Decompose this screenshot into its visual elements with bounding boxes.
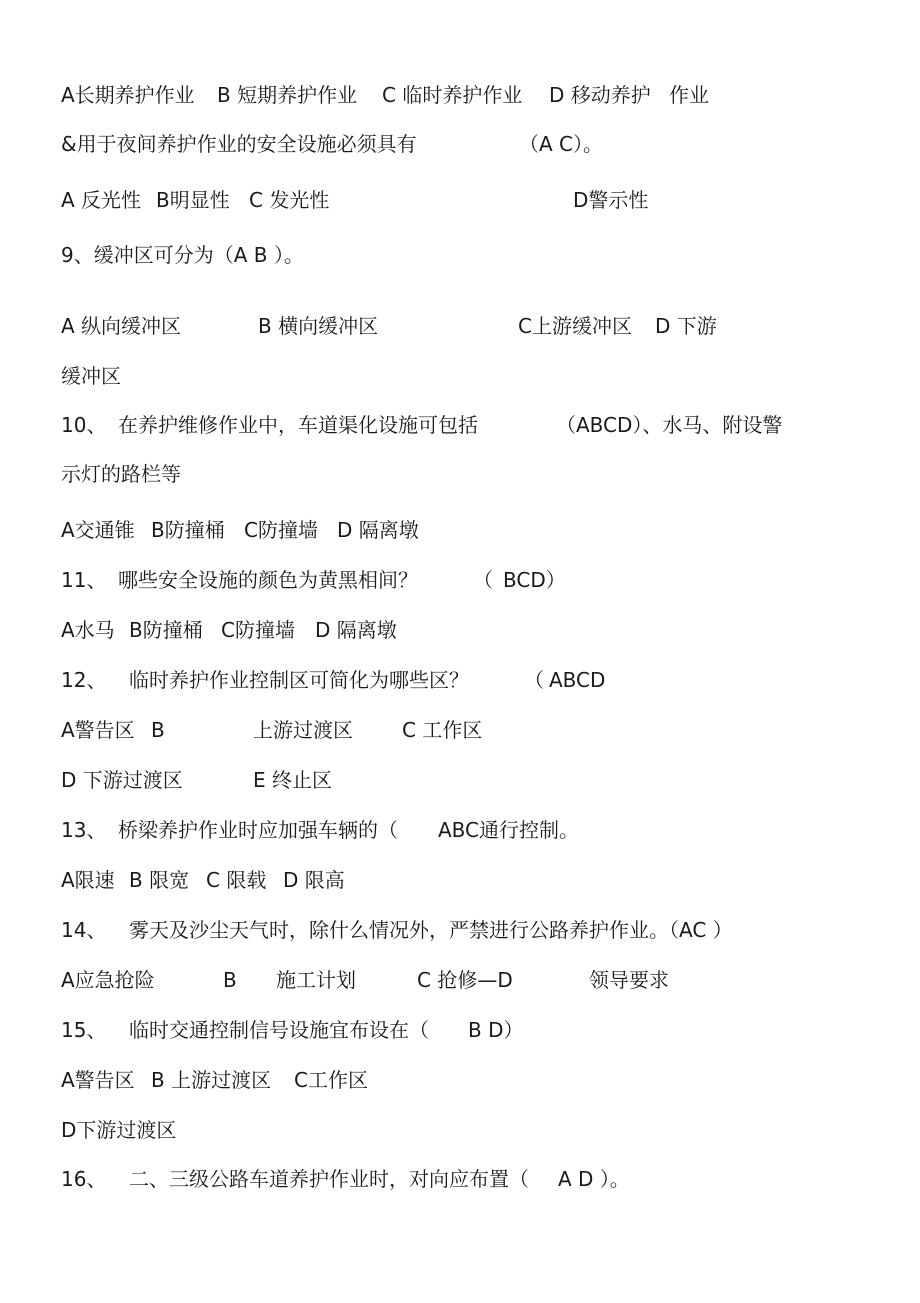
- text-segment: D 隔离墩: [315, 618, 397, 642]
- text-segment: 16、: [61, 1167, 107, 1191]
- text-segment: D 隔离墩: [337, 518, 419, 542]
- text-segment: B D）: [468, 1018, 524, 1042]
- text-segment: D警示性: [573, 188, 649, 212]
- text-segment: D下游过渡区: [61, 1118, 177, 1142]
- text-segment: B防撞桶: [129, 618, 203, 642]
- text-segment: 作业: [669, 83, 709, 107]
- text-segment: E 终止区: [253, 768, 332, 792]
- text-segment: A警告区: [61, 718, 135, 742]
- text-segment: B: [151, 718, 165, 742]
- text-segment: B防撞桶: [151, 518, 225, 542]
- text-segment: A 纵向缓冲区: [61, 314, 182, 338]
- text-segment: 13、: [61, 818, 107, 842]
- text-segment: 临时交通控制信号设施宜布设在（: [129, 1018, 429, 1042]
- text-segment: B 上游过渡区: [151, 1068, 272, 1092]
- text-segment: 14、: [61, 918, 107, 942]
- text-segment: （: [524, 668, 544, 692]
- text-segment: 临时养护作业控制区可简化为哪些区？: [129, 668, 469, 692]
- text-segment: D 移动养护: [549, 83, 651, 107]
- text-segment: 11、: [61, 568, 107, 592]
- text-line: [61, 1068, 368, 1092]
- text-segment: ABC通行控制。: [438, 818, 580, 842]
- text-line: [61, 188, 649, 212]
- text-segment: C 发光性: [249, 188, 330, 212]
- text-segment: 10、: [61, 413, 107, 437]
- text-segment: C 抢修—D: [417, 968, 513, 992]
- text-segment: BCD）: [503, 568, 566, 592]
- text-segment: 缓冲区: [61, 364, 121, 388]
- text-line: [61, 314, 717, 338]
- text-segment: C防撞墙: [221, 618, 295, 642]
- text-segment: D 下游过渡区: [61, 768, 183, 792]
- text-line: [61, 1018, 524, 1042]
- text-segment: 在养护维修作业中，车道渠化设施可包括: [118, 413, 478, 437]
- text-line: [61, 618, 397, 642]
- text-segment: 示灯的路栏等: [61, 462, 181, 486]
- text-segment: （A C）。: [519, 132, 604, 156]
- text-segment: 12、: [61, 668, 107, 692]
- text-segment: B明显性: [156, 188, 230, 212]
- text-segment: 9、缓冲区可分为（A B ）。: [61, 243, 304, 267]
- text-segment: D 限高: [283, 868, 345, 892]
- text-segment: 施工计划: [276, 968, 356, 992]
- text-line: [61, 918, 733, 942]
- text-line: [61, 568, 566, 592]
- text-line: [61, 132, 604, 156]
- text-segment: ABCD: [549, 668, 606, 692]
- text-segment: A交通锥: [61, 518, 135, 542]
- text-segment: A应急抢险: [61, 968, 155, 992]
- text-segment: D 下游: [655, 314, 717, 338]
- text-segment: 15、: [61, 1018, 107, 1042]
- text-segment: B 短期养护作业: [217, 83, 358, 107]
- text-segment: B 限宽: [129, 868, 190, 892]
- text-line: [61, 668, 606, 692]
- text-line: [61, 968, 669, 992]
- text-segment: A 反光性: [61, 188, 142, 212]
- text-segment: A长期养护作业: [61, 83, 195, 107]
- text-segment: （ABCD）、水马、附设警: [556, 413, 783, 437]
- text-segment: 领导要求: [589, 968, 669, 992]
- text-line: [61, 364, 121, 388]
- text-segment: C防撞墙: [244, 518, 318, 542]
- text-segment: A水马: [61, 618, 115, 642]
- text-segment: 二、三级公路车道养护作业时，对向应布置（: [129, 1167, 529, 1191]
- text-segment: 雾天及沙尘天气时，除什么情况外，严禁进行公路养护作业。（AC ）: [129, 918, 733, 942]
- text-segment: &用于夜间养护作业的安全设施必须具有: [61, 132, 417, 156]
- text-segment: C上游缓冲区: [518, 314, 632, 338]
- text-line: [61, 768, 332, 792]
- text-segment: C 限载: [206, 868, 267, 892]
- text-segment: 桥梁养护作业时应加强车辆的（: [118, 818, 398, 842]
- text-segment: （: [473, 568, 493, 592]
- text-segment: C 工作区: [402, 718, 483, 742]
- text-line: [61, 1167, 630, 1191]
- text-line: [61, 243, 304, 267]
- text-segment: A限速: [61, 868, 115, 892]
- text-segment: B: [223, 968, 237, 992]
- text-line: [61, 83, 709, 107]
- text-line: [61, 1118, 177, 1142]
- text-segment: 上游过渡区: [253, 718, 353, 742]
- text-segment: 哪些安全设施的颜色为黄黑相间？: [118, 568, 418, 592]
- text-line: [61, 868, 345, 892]
- text-line: [61, 413, 783, 437]
- text-line: [61, 818, 580, 842]
- text-segment: C 临时养护作业: [382, 83, 523, 107]
- text-line: [61, 518, 419, 542]
- text-segment: A警告区: [61, 1068, 135, 1092]
- text-segment: A D ）。: [558, 1167, 630, 1191]
- text-segment: C工作区: [294, 1068, 368, 1092]
- text-line: [61, 462, 181, 486]
- text-segment: B 横向缓冲区: [258, 314, 379, 338]
- text-line: [61, 718, 483, 742]
